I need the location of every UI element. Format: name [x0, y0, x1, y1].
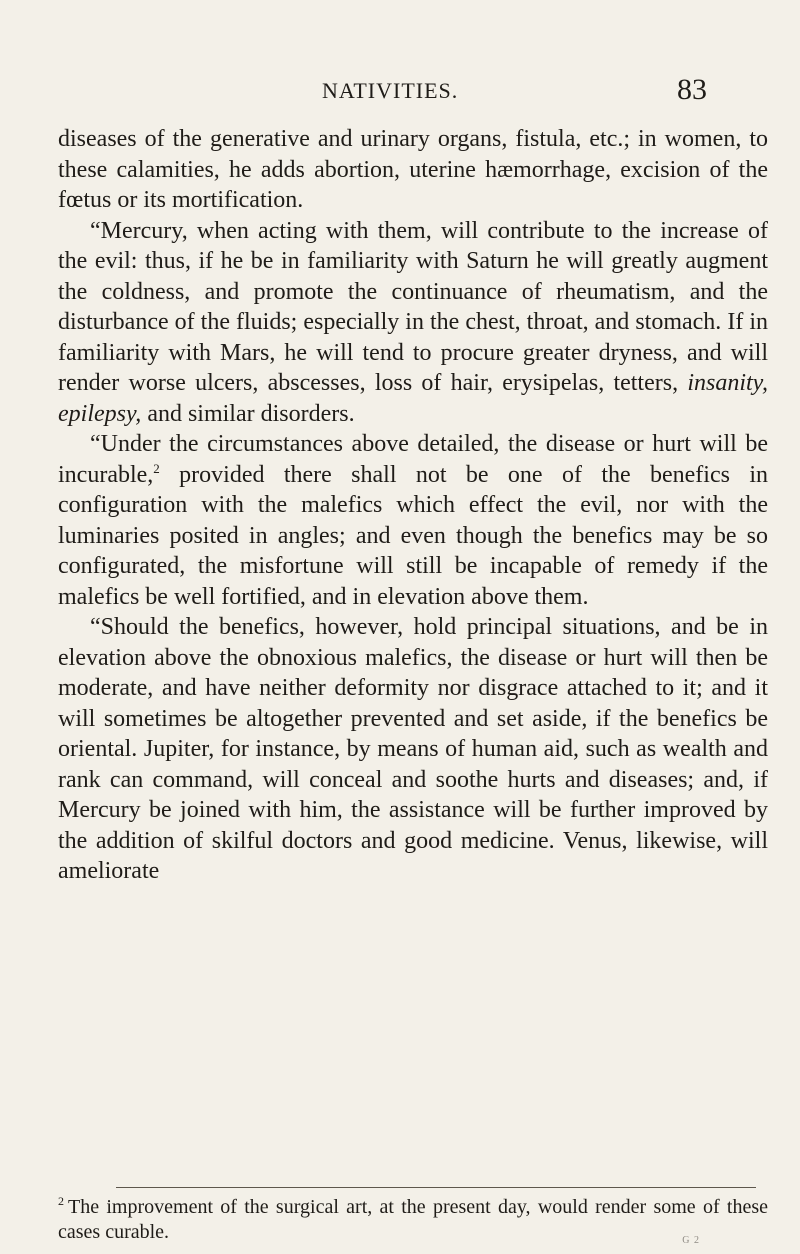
paragraph-3 — [58, 429, 768, 612]
paragraph-2 — [58, 216, 768, 430]
footnote-number: 2 — [58, 1194, 64, 1209]
paragraph-1 — [58, 124, 768, 216]
footnote-text: The improvement of the surgical art, at the present day, would render some of these cases curable. — [58, 1196, 768, 1243]
paragraph-2-text-a: “Mercury, when acting with them, will contribute to the increase of the evil: thus, if he be in familiarity with Saturn he will greatly augment the coldness, and promote the continuance of rheumatism, and the disturbance of the fluids; especially in the chest, throat, and stomach. If in familiarity with Mars, he will tend to procure greater dryness, and will render worse ulcers, abscesses, loss of hair, erysipelas, tetters, — [58, 217, 768, 396]
paragraph-3-text-a: “Under the circumstances above detailed, the disease or hurt will be incurable, — [58, 431, 768, 488]
signature-mark: G 2 — [682, 1235, 700, 1246]
main-text — [58, 124, 768, 887]
running-title: NATIVITIES. — [322, 78, 459, 103]
footnote — [58, 1195, 768, 1245]
paragraph-4-text: “Should the benefics, however, hold principal situations, and be in elevation above the obnoxious malefics, the disease or hurt will then be moderate, and have neither deformity nor disgrace attached to it; and it will sometimes be altogether prevented and set aside, if the benefics be oriental. Jupiter, for instance, by means of human aid, such as wealth and rank can command, will conceal and soothe hurts and diseases; and, if Mercury be joined with him, the assistance will be further improved by the addition of skilful doctors and good medicine. Venus, likewise, will ameliorate — [58, 614, 768, 884]
paragraph-3-text-b: provided there shall not be one of the benefics in configuration with the malefics which effect the evil, nor with the luminaries posited in angles; and even though the benefics may be so configurated, the misfortune will still be incapable of remedy if the malefics be well fortified, and in elevation above them. — [58, 461, 768, 610]
italic-insanity: insanity, — [687, 370, 768, 396]
paragraph-4 — [58, 612, 768, 887]
paragraph-2-text-b: and similar disorders. — [141, 400, 355, 427]
italic-epilepsy: epilepsy, — [58, 400, 142, 427]
footnote-reference: 2 — [153, 460, 160, 476]
footnote-divider — [116, 1187, 756, 1188]
page-number: 83 — [677, 73, 707, 106]
paragraph-1-text: diseases of the generative and urinary organs, fistula, etc.; in women, to these calamities, he adds abortion, uterine hæmorrhage, excision of the fœtus or its mortification. — [58, 126, 768, 213]
